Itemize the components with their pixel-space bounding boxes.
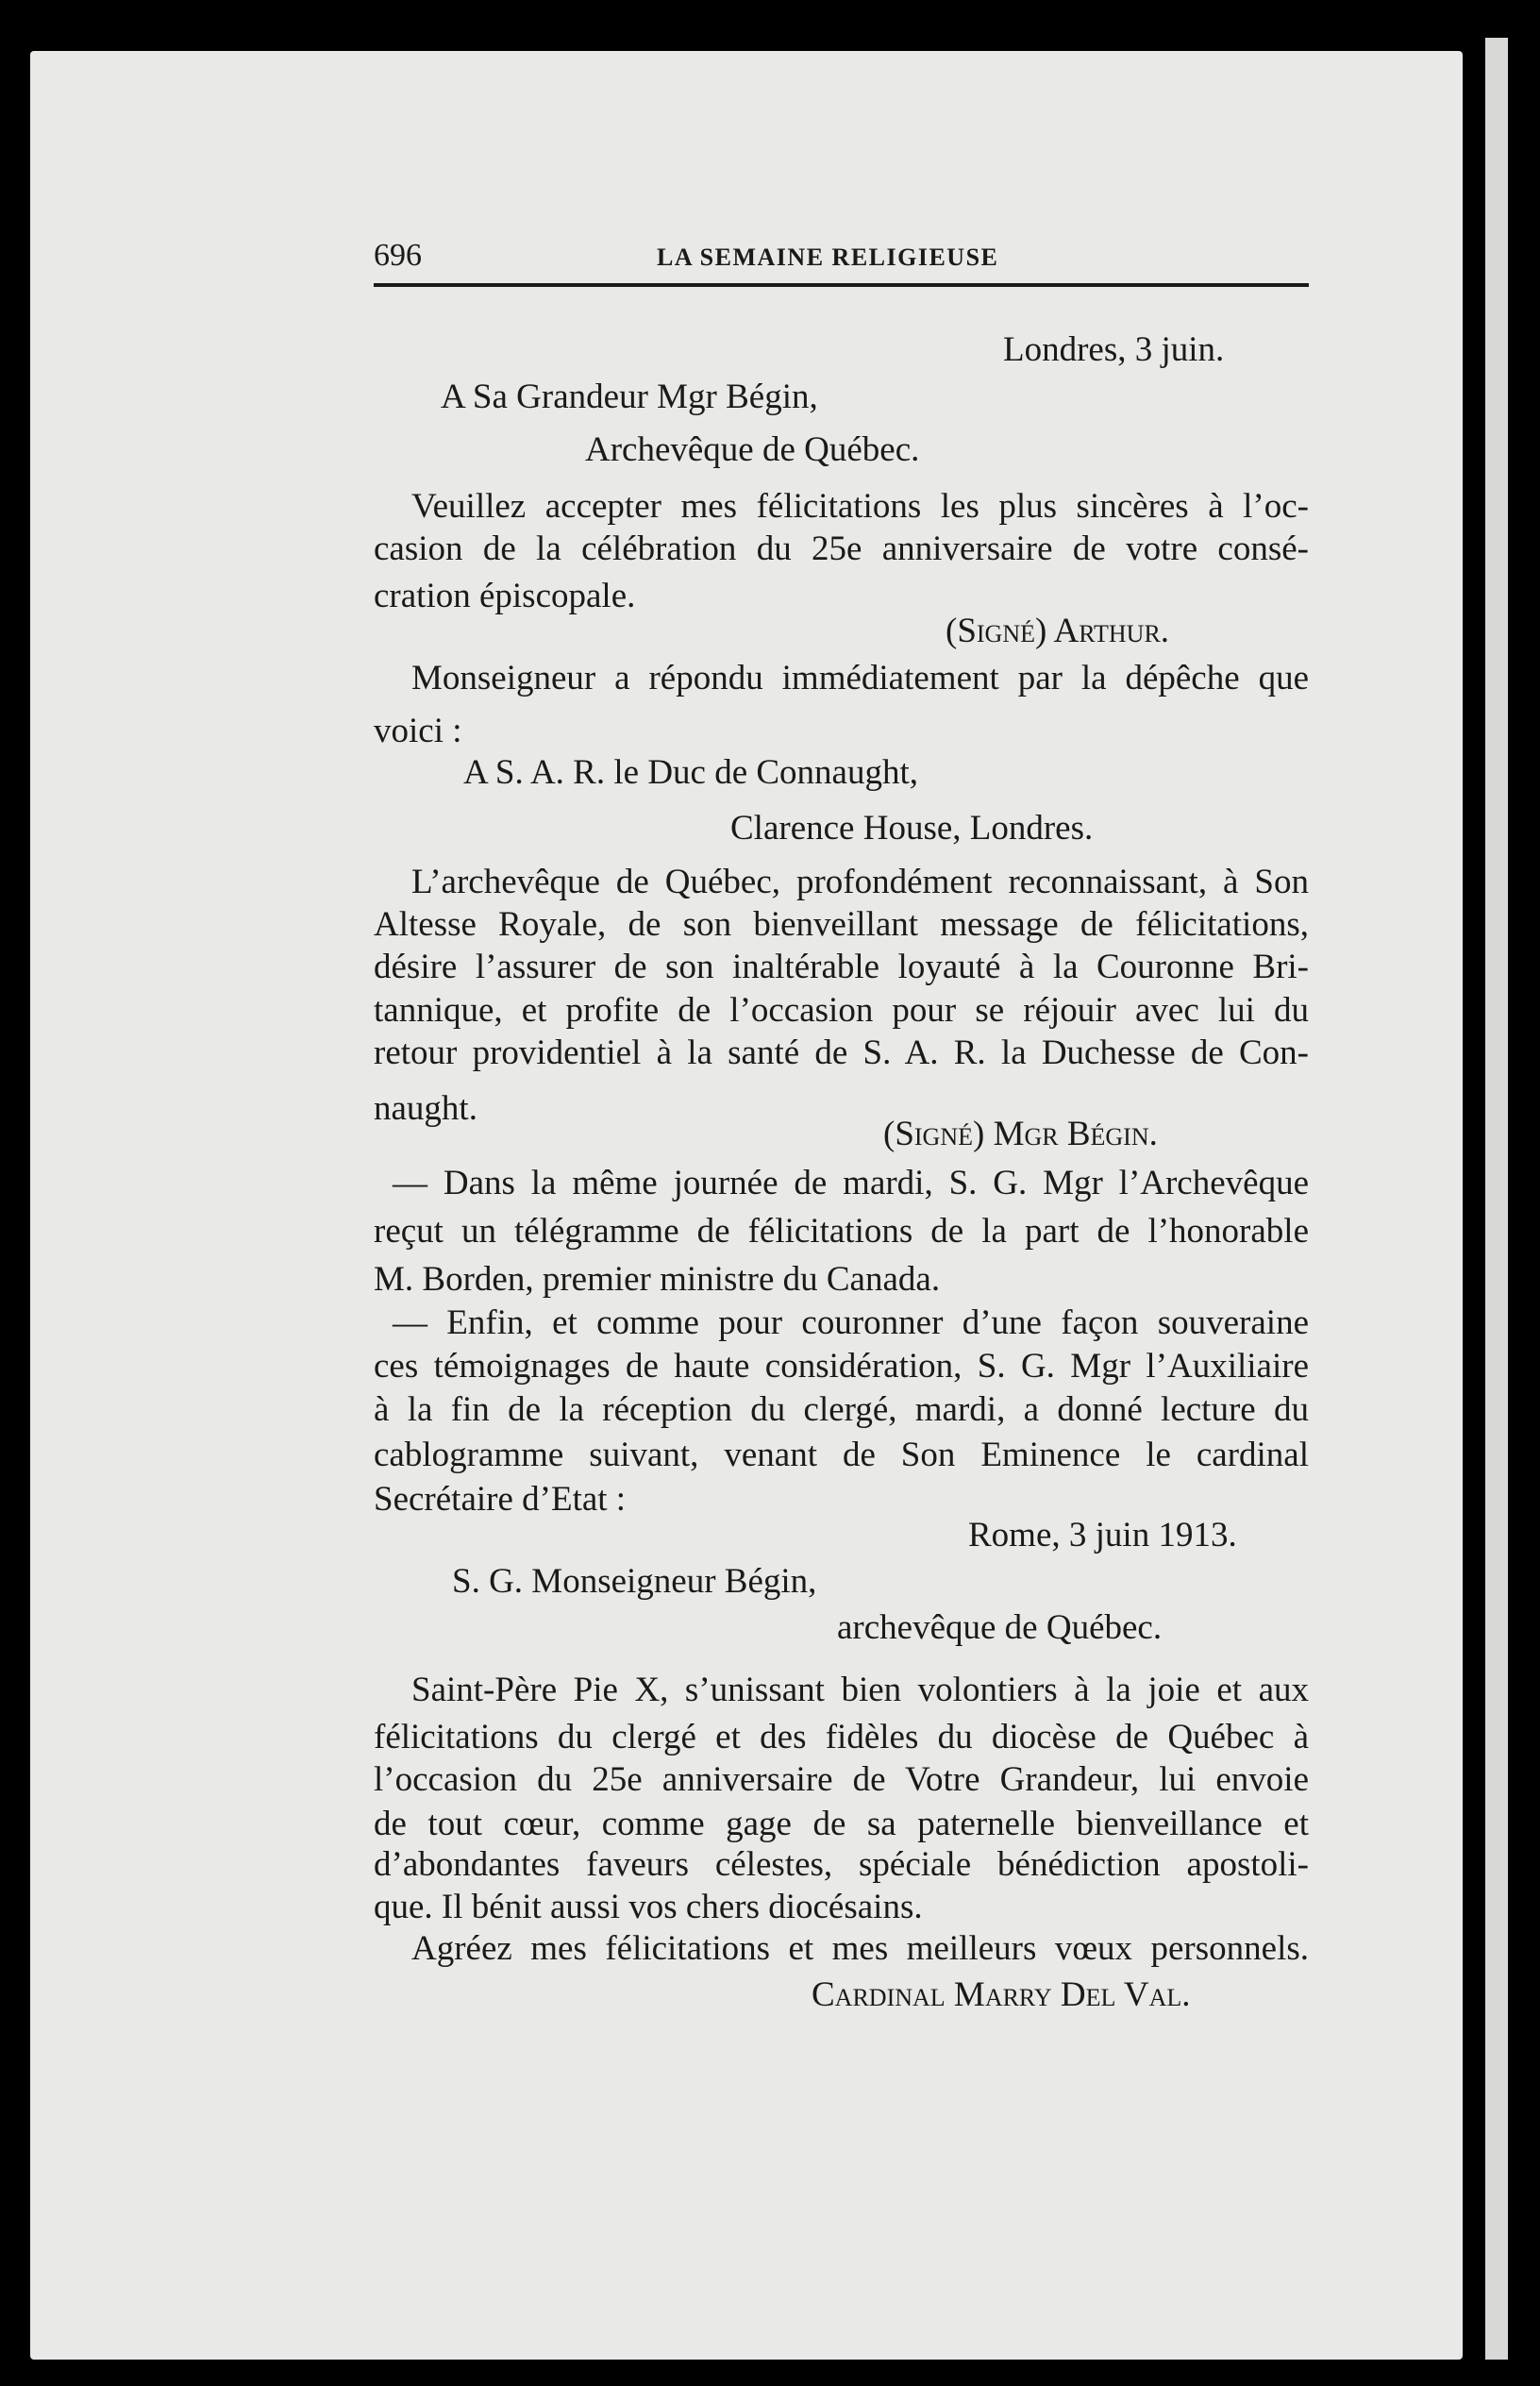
text-line: tannique, et profite de l’occasion pour se réjouir avec lui du [374,991,1309,1030]
signature-begin: (Signé) Mgr Bégin. [883,1115,1158,1153]
text-line: Secrétaire d’Etat : [374,1480,627,1519]
text-line: d’abondantes faveurs célestes, spéciale bénédiction apostoli- [374,1845,1309,1884]
salutation-line: S. G. Monseigneur Bégin, [452,1562,817,1601]
text-line: — Enfin, et comme pour couronner d’une façon souveraine [393,1303,1309,1342]
dateline-rome: Rome, 3 juin 1913. [968,1516,1237,1554]
text-line: que. Il bénit aussi vos chers diocésains. [374,1888,923,1926]
text-line: retour providentiel à la santé de S. A. R. la Duchesse de Con- [374,1033,1309,1072]
address-line: Clarence House, Londres. [730,809,1094,848]
address-line: A S. A. R. le Duc de Connaught, [463,753,919,792]
page-number: 696 [374,238,422,273]
text-line: de tout cœur, comme gage de sa paternelle bienveillance et [374,1805,1309,1843]
text-line: Monseigneur a répondu immédiatement par la dépêche que [411,659,1309,697]
dateline-londres: Londres, 3 juin. [1003,330,1225,369]
header-rule [374,283,1309,287]
page-header [374,238,1309,276]
text-line: casion de la célébration du 25e anniversaire de votre consé- [374,529,1309,568]
text-line: cablogramme suivant, venant de Son Eminence le cardinal [374,1436,1309,1474]
text-line: l’occasion du 25e anniversaire de Votre Grandeur, lui envoie [374,1760,1309,1799]
text-line: L’archevêque de Québec, profondément reconnaissant, à Son [411,863,1309,901]
text-line: Saint-Père Pie X, s’unissant bien volontiers à la joie et aux [411,1671,1309,1709]
text-line: désire l’assurer de son inaltérable loyauté à la Couronne Bri- [374,948,1309,986]
next-page-edge [1485,38,1508,2360]
text-line: ces témoignages de haute considération, S. G. Mgr l’Auxiliaire [374,1347,1309,1386]
text-line: cration épiscopale. [374,577,636,615]
text-line: félicitations du clergé et des fidèles du diocèse de Québec à [374,1718,1309,1756]
text-line: Veuillez accepter mes félicitations les plus sincères à l’oc- [411,487,1309,526]
text-line: à la fin de la réception du clergé, mardi, a donné lecture du [374,1390,1309,1429]
text-line: Altesse Royale, de son bienveillant message de félicitations, [374,905,1309,944]
salutation-line: Archevêque de Québec. [585,430,920,469]
text-line: voici : [374,712,462,750]
signature-merry-del-val: Cardinal Marry Del Val. [812,1975,1191,2014]
text-line: M. Borden, premier ministre du Canada. [374,1260,941,1299]
salutation-line: archevêque de Québec. [837,1608,1163,1647]
running-head: LA SEMAINE RELIGIEUSE [657,244,999,271]
text-line: — Dans la même journée de mardi, S. G. Mgr l’Archevêque [393,1164,1309,1202]
text-line: Agréez mes félicitations et mes meilleurs vœux personnels. [411,1929,1309,1968]
signature-arthur: (Signé) Arthur. [946,612,1170,650]
salutation-line: A Sa Grandeur Mgr Bégin, [441,378,818,416]
text-line: reçut un télégramme de félicitations de la part de l’honorable [374,1212,1309,1251]
text-line: naught. [374,1089,477,1128]
